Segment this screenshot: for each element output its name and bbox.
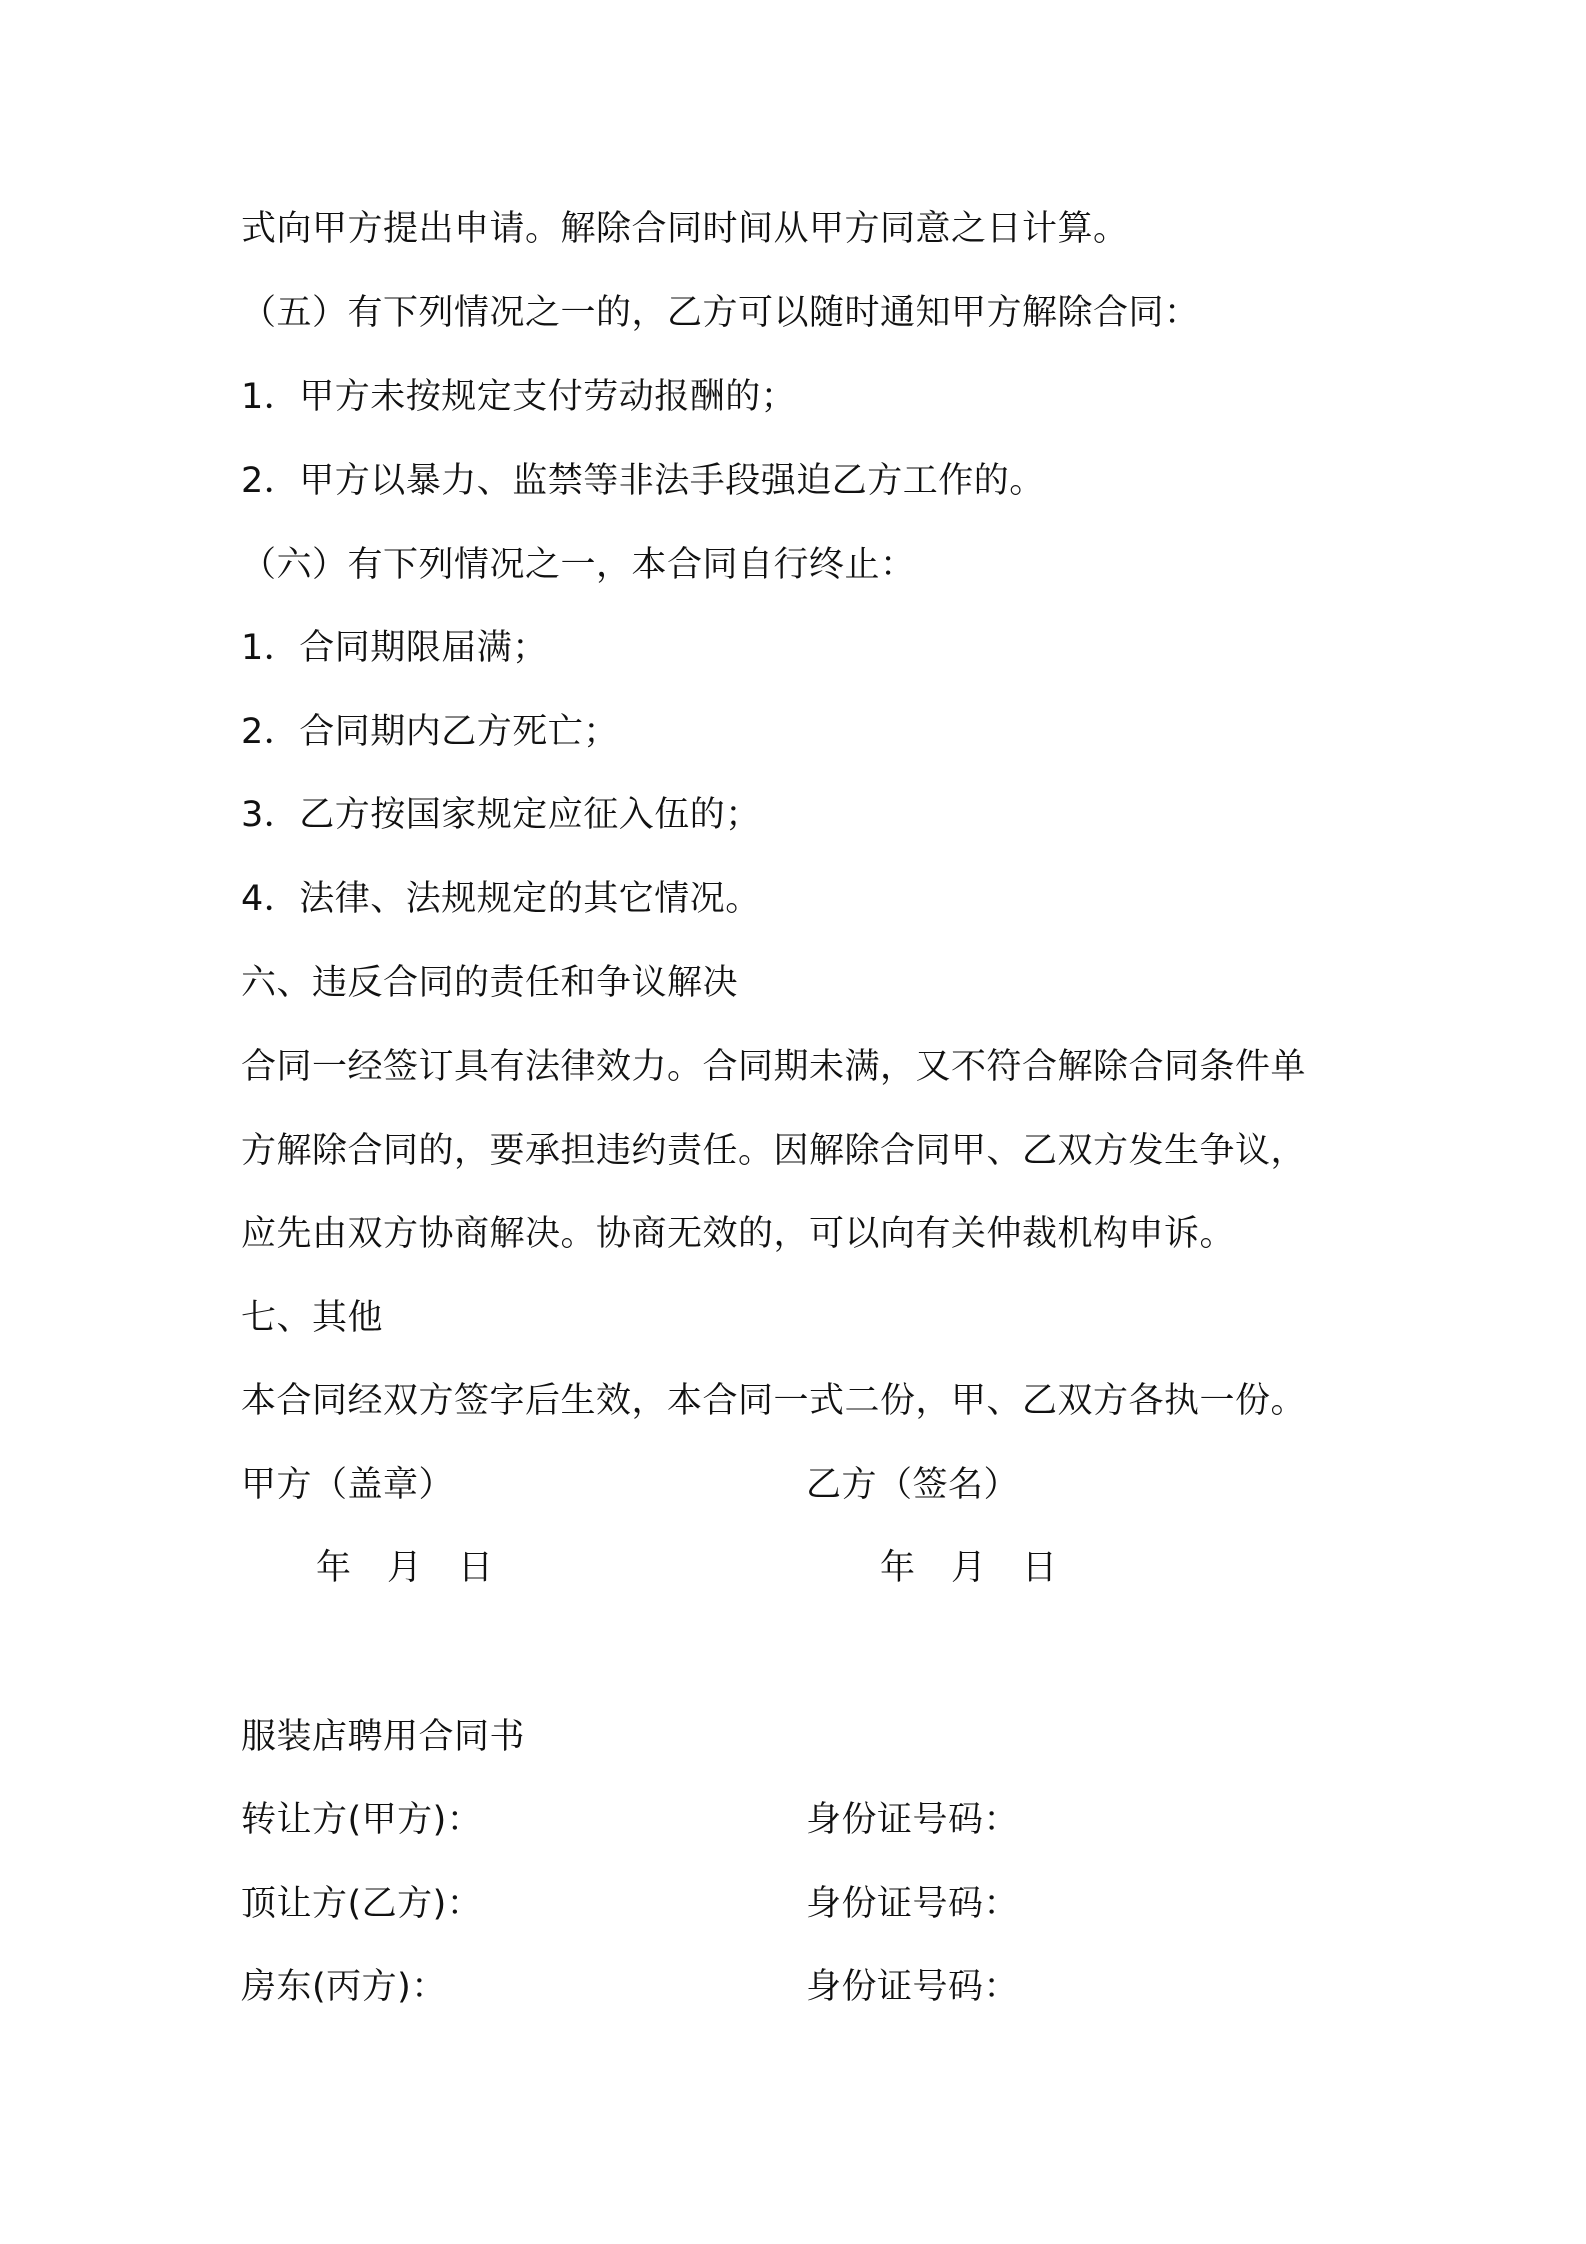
party-a-seal-label: 甲方（盖章） [241, 1465, 455, 1505]
id-number-label: 身份证号码： [806, 1800, 1020, 1840]
list-item: 1．甲方未按规定支付劳动报酬的； [241, 377, 797, 417]
list-item: 1．合同期限届满； [241, 628, 548, 668]
list-item: 3．乙方按国家规定应征入伍的； [241, 795, 761, 835]
party-b-date: 年 月 日 [880, 1548, 1058, 1588]
party-b-signature-label: 乙方（签名） [806, 1465, 1020, 1505]
paragraph-text: 式向甲方提出申请。解除合同时间从甲方同意之日计算。 [241, 209, 1129, 249]
party-a-date: 年 月 日 [316, 1548, 494, 1588]
landlord-label: 房东(丙方)： [241, 1967, 447, 2007]
list-item: 2．合同期内乙方死亡； [241, 712, 619, 752]
paragraph-text: 方解除合同的，要承担违约责任。因解除合同甲、乙双方发生争议， [241, 1131, 1307, 1171]
section-heading: 六、违反合同的责任和争议解决 [241, 963, 739, 1003]
paragraph-text: 应先由双方协商解决。协商无效的，可以向有关仲裁机构申诉。 [241, 1214, 1236, 1254]
id-number-label: 身份证号码： [806, 1884, 1020, 1924]
list-item: 2．甲方以暴力、监禁等非法手段强迫乙方工作的。 [241, 461, 1045, 501]
paragraph-text: 合同一经签订具有法律效力。合同期未满，又不符合解除合同条件单 [241, 1047, 1307, 1087]
list-item: 4．法律、法规规定的其它情况。 [241, 879, 761, 919]
paragraph-text: 本合同经双方签字后生效，本合同一式二份，甲、乙双方各执一份。 [241, 1381, 1307, 1421]
id-number-label: 身份证号码： [806, 1967, 1020, 2007]
transferor-label: 转让方(甲方)： [241, 1800, 483, 1840]
transferee-label: 顶让方(乙方)： [241, 1884, 483, 1924]
document-title: 服装店聘用合同书 [241, 1717, 526, 1757]
clause-heading: （五）有下列情况之一的，乙方可以随时通知甲方解除合同： [241, 293, 1200, 333]
section-heading: 七、其他 [241, 1298, 384, 1338]
clause-heading: （六）有下列情况之一，本合同自行终止： [241, 545, 916, 585]
